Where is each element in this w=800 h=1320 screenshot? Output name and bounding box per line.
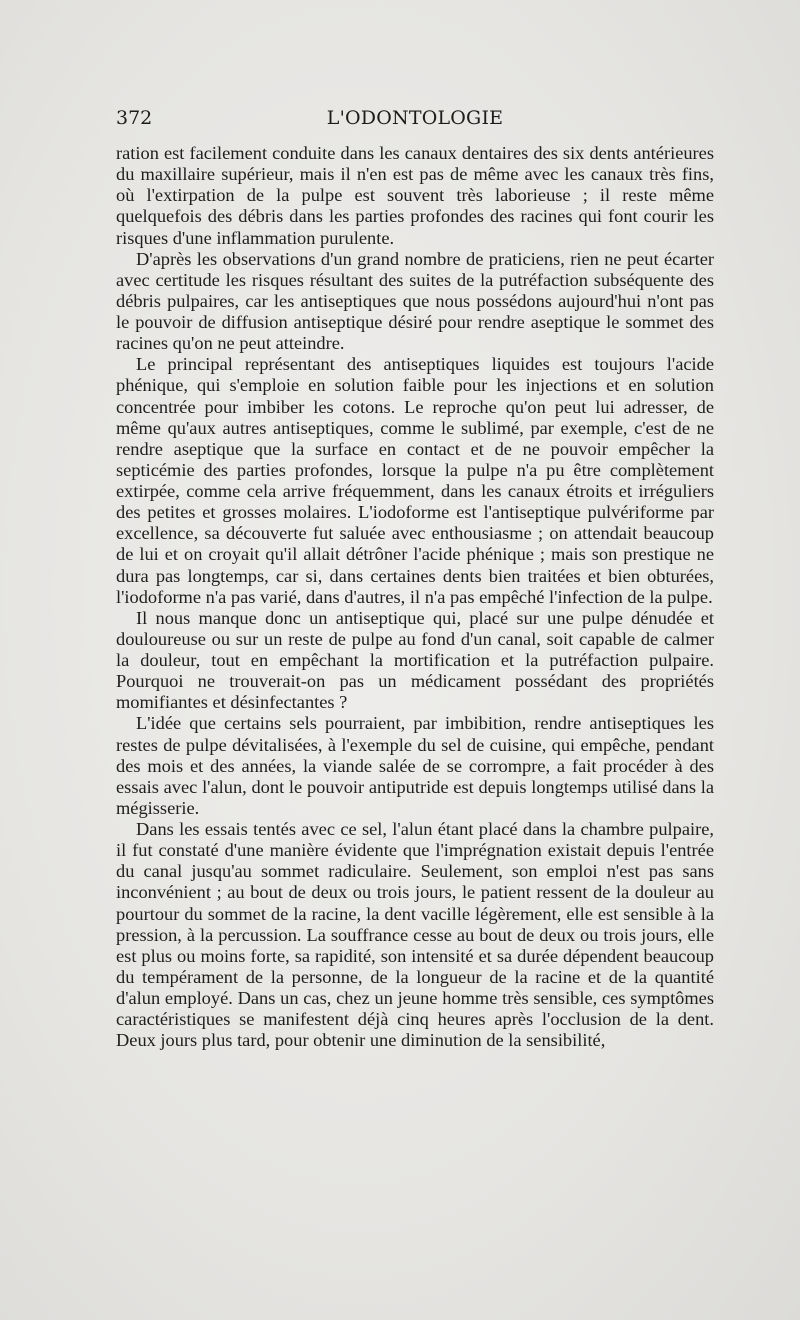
running-title: L'ODONTOLOGIE [326,107,504,129]
paragraph: L'idée que certains sels pourraient, par imbibition, rendre antiseptiques les restes de pulpe dévitalisées, à l'exemple du sel de cuisine, qui empêche, pendant des mois et des années, la viande salée de se corrompre, a fait procéder à des essais avec l'alun, dont le pouvoir antiputride est depuis longtemps utilisé dans la mégisserie. [116,713,714,818]
page-header [116,107,714,135]
paragraph: D'après les observations d'un grand nombre de praticiens, rien ne peut écarter avec certitude les risques résultant des suites de la putréfaction subséquente des débris pulpaires, car les antiseptiques que nous possédons aujourd'hui n'ont pas le pouvoir de diffusion antiseptique désiré pour rendre aseptique le sommet des racines qu'on ne peut atteindre. [116,248,714,354]
page-number: 372 [116,107,153,129]
body-text [116,143,714,1051]
paragraph: Il nous manque donc un antiseptique qui, placé sur une pulpe dénudée et douloureuse ou sur un reste de pulpe au fond d'un canal, soit capable de calmer la douleur, tout en empêchant la mortification et la putréfaction pulpaire. Pourquoi ne trouverait-on pas un médicament possédant des propriétés momifiantes et désinfectantes ? [116,607,714,713]
paragraph: Dans les essais tentés avec ce sel, l'alun étant placé dans la chambre pulpaire, il fut constaté d'une manière évidente que l'imprégnation existait depuis l'entrée du canal jusqu'au sommet radiculaire. Seulement, son emploi n'est pas sans inconvénient ; au bout de deux ou trois jours, le patient ressent de la douleur au pourtour du sommet de la racine, la dent vacille légèrement, elle est sensible à la pression, à la percussion. La souffrance cesse au bout de deux ou trois jours, elle est plus ou moins forte, sa rapidité, son intensité et sa durée dépendent beaucoup du tempérament de la personne, de la longueur de la racine et de la quantité d'alun employé. Dans un cas, chez un jeune homme très sensible, ces symptômes caractéristiques se manifestent déjà cinq heures après l'occlusion de la dent. Deux jours plus tard, pour obtenir une diminution de la sensibilité, [116,819,714,1051]
paragraph: Le principal représentant des antiseptiques liquides est toujours l'acide phénique, qui s'emploie en solution faible pour les injections et en solution concentrée pour imbiber les cotons. Le reproche qu'on peut lui adresser, de même qu'aux autres antiseptiques, comme le sublimé, par exemple, c'est de ne rendre aseptique que la surface en contact et de ne pouvoir empêcher la septicémie des parties profondes, lorsque la pulpe n'a pu être complètement extirpée, comme cela arrive fréquemment, dans les canaux étroits et irréguliers des petites et grosses molaires. L'iodoforme est l'antiseptique pulvériforme par excellence, sa découverte fut saluée avec enthousiasme ; on attendait beaucoup de lui et on croyait qu'il allait détrôner l'acide phénique ; mais son prestique ne dura pas longtemps, car si, dans certaines dents bien traitées et bien obturées, l'iodoforme n'a pas varié, dans d'autres, il n'a pas empêché l'infection de la pulpe. [116,354,714,607]
paragraph: ration est facilement conduite dans les canaux dentaires des six dents antérieures du maxillaire supérieur, mais il n'en est pas de même avec les canaux très fins, où l'extirpation de la pulpe est souvent très laborieuse ; il reste même quelquefois des débris dans les parties profondes des racines qui font courir les risques d'une inflammation purulente. [116,143,714,248]
